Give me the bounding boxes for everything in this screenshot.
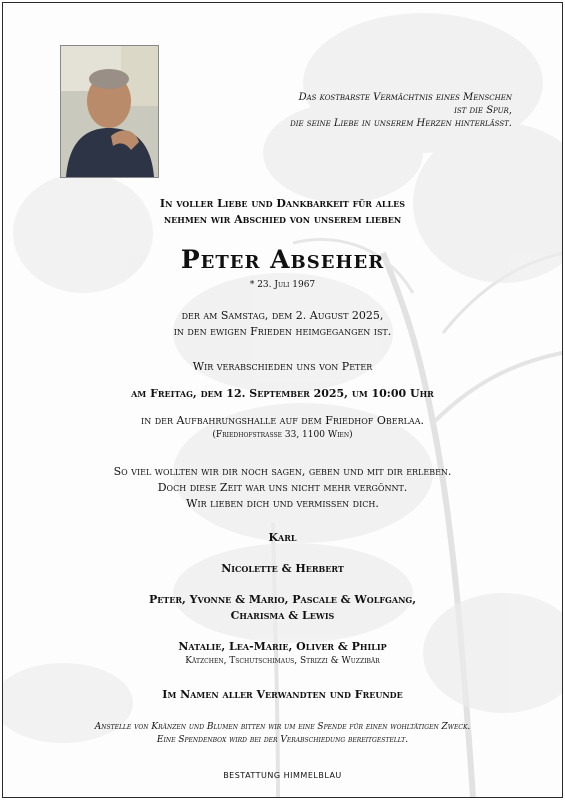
intro-text: In voller Liebe und Dankbarkeit für alles nehmen wir Abschied von unserem lieben — [159, 197, 406, 226]
farewell-line: Wir verabschieden uns von Peter — [192, 360, 373, 373]
obituary-card — [2, 2, 563, 798]
mourner-1: Karl — [268, 531, 297, 544]
mourner-3: Peter, Yvonne & Mario, Pascale & Wolfgang, Charisma & Lewis — [148, 593, 417, 622]
service-location: in der Aufbahrungshalle auf dem Friedhof Oberlaa. (Friedhofstrasse 33, 1100 Wien) — [141, 414, 424, 440]
donation-note: Anstelle von Kränzen und Blumen bitten wir um eine Spende für einen wohltätigen Zweck. Eine Spendenbox wird bei der Verabschiedung bereitgestellt. — [94, 722, 471, 745]
mourner-4-pets: Kätzchen, Tschutschimaus, Strizzi & Wuzzibär — [185, 656, 380, 666]
mourner-5: Im Namen aller Verwandten und Freunde — [162, 688, 403, 701]
birth-date: * 23. Juli 1967 — [249, 280, 316, 290]
poem: So viel wollten wir dir noch sagen, geben und mit dir erleben. Doch diese Zeit war uns nicht mehr vergönnt. Wir lieben dich und vermissen dich. — [113, 465, 452, 510]
mourner-2: Nicolette & Herbert — [221, 562, 344, 575]
death-notice: der am Samstag, dem 2. August 2025, in den ewigen Frieden heimgegangen ist. — [173, 309, 392, 338]
funeral-home-brand: BESTATTUNG HIMMELBLAU — [223, 771, 342, 780]
portrait-photo — [60, 45, 159, 178]
deceased-name: Peter Abseher — [180, 245, 385, 274]
memorial-quote: Das kostbarste Vermächtnis eines Menschen ist die Spur, die seine Liebe in unserem Herzen hinterlässt. — [290, 92, 512, 129]
service-date: am Freitag, dem 12. September 2025, um 10:00 Uhr — [131, 387, 434, 400]
mourner-4: Natalie, Lea-Marie, Oliver & Philip — [178, 640, 387, 653]
